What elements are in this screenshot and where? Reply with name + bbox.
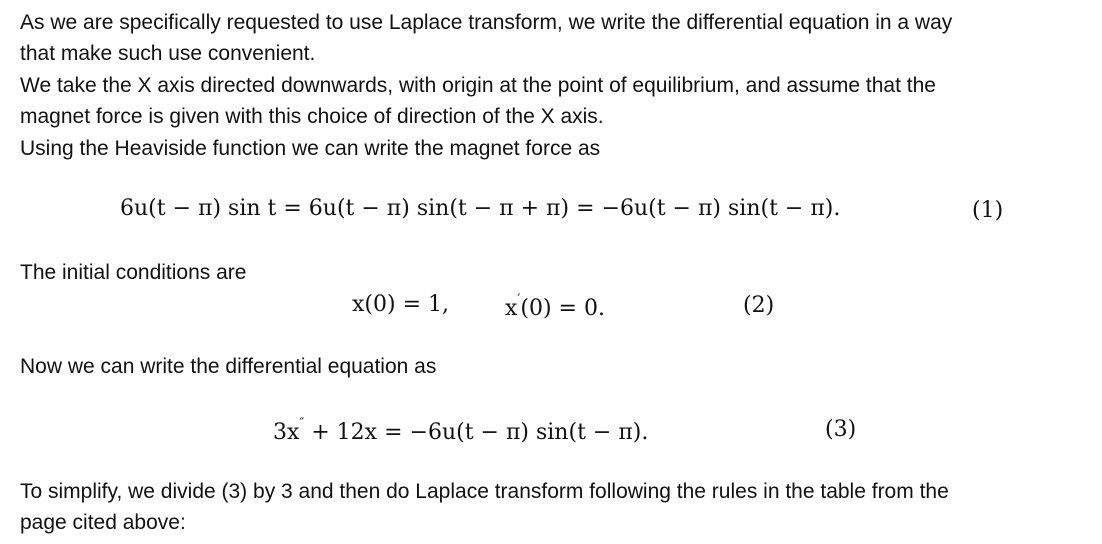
equation-3 — [273, 416, 648, 445]
equation-2-velocity — [505, 292, 605, 321]
equation-2-position: x(0) = 1, — [352, 292, 449, 317]
equation-2-number: (2) — [743, 293, 775, 318]
prime-mark: ′ — [517, 292, 521, 307]
equation-1-number: (1) — [972, 198, 1004, 223]
equation-3-rest: + 12x = −6u(t − π) sin(t − π). — [304, 420, 649, 445]
paragraph-now-write: Now we can write the differential equation as — [20, 355, 437, 378]
equation-3-number: (3) — [825, 417, 857, 442]
paragraph-heaviside: Using the Heaviside function we can write the magnet force as — [20, 137, 601, 160]
paragraph-laplace-intro-line1: As we are specifically requested to use Laplace transform, we write the differential equation in a way — [20, 11, 953, 34]
paragraph-laplace-intro-line2: that make such use convenient. — [20, 42, 316, 65]
equation-1: 6u(t − π) sin t = 6u(t − π) sin(t − π + π) = −6u(t − π) sin(t − π). — [120, 196, 841, 221]
paragraph-x-axis-line1: We take the X axis directed downwards, with origin at the point of equilibrium, and assume that the — [20, 74, 936, 97]
paragraph-simplify-line1: To simplify, we divide (3) by 3 and then do Laplace transform following the rules in the table from the — [20, 480, 949, 503]
equation-2-velocity-var: x — [505, 296, 518, 321]
equation-3-lhs: 3x — [273, 420, 300, 445]
equation-2-velocity-rest: (0) = 0. — [520, 296, 605, 321]
paragraph-x-axis-line2: magnet force is given with this choice of direction of the X axis. — [20, 105, 604, 128]
double-prime-mark: ″ — [299, 416, 305, 431]
initial-conditions-label: The initial conditions are — [20, 261, 247, 284]
paragraph-simplify-line2: page cited above: — [20, 511, 186, 534]
